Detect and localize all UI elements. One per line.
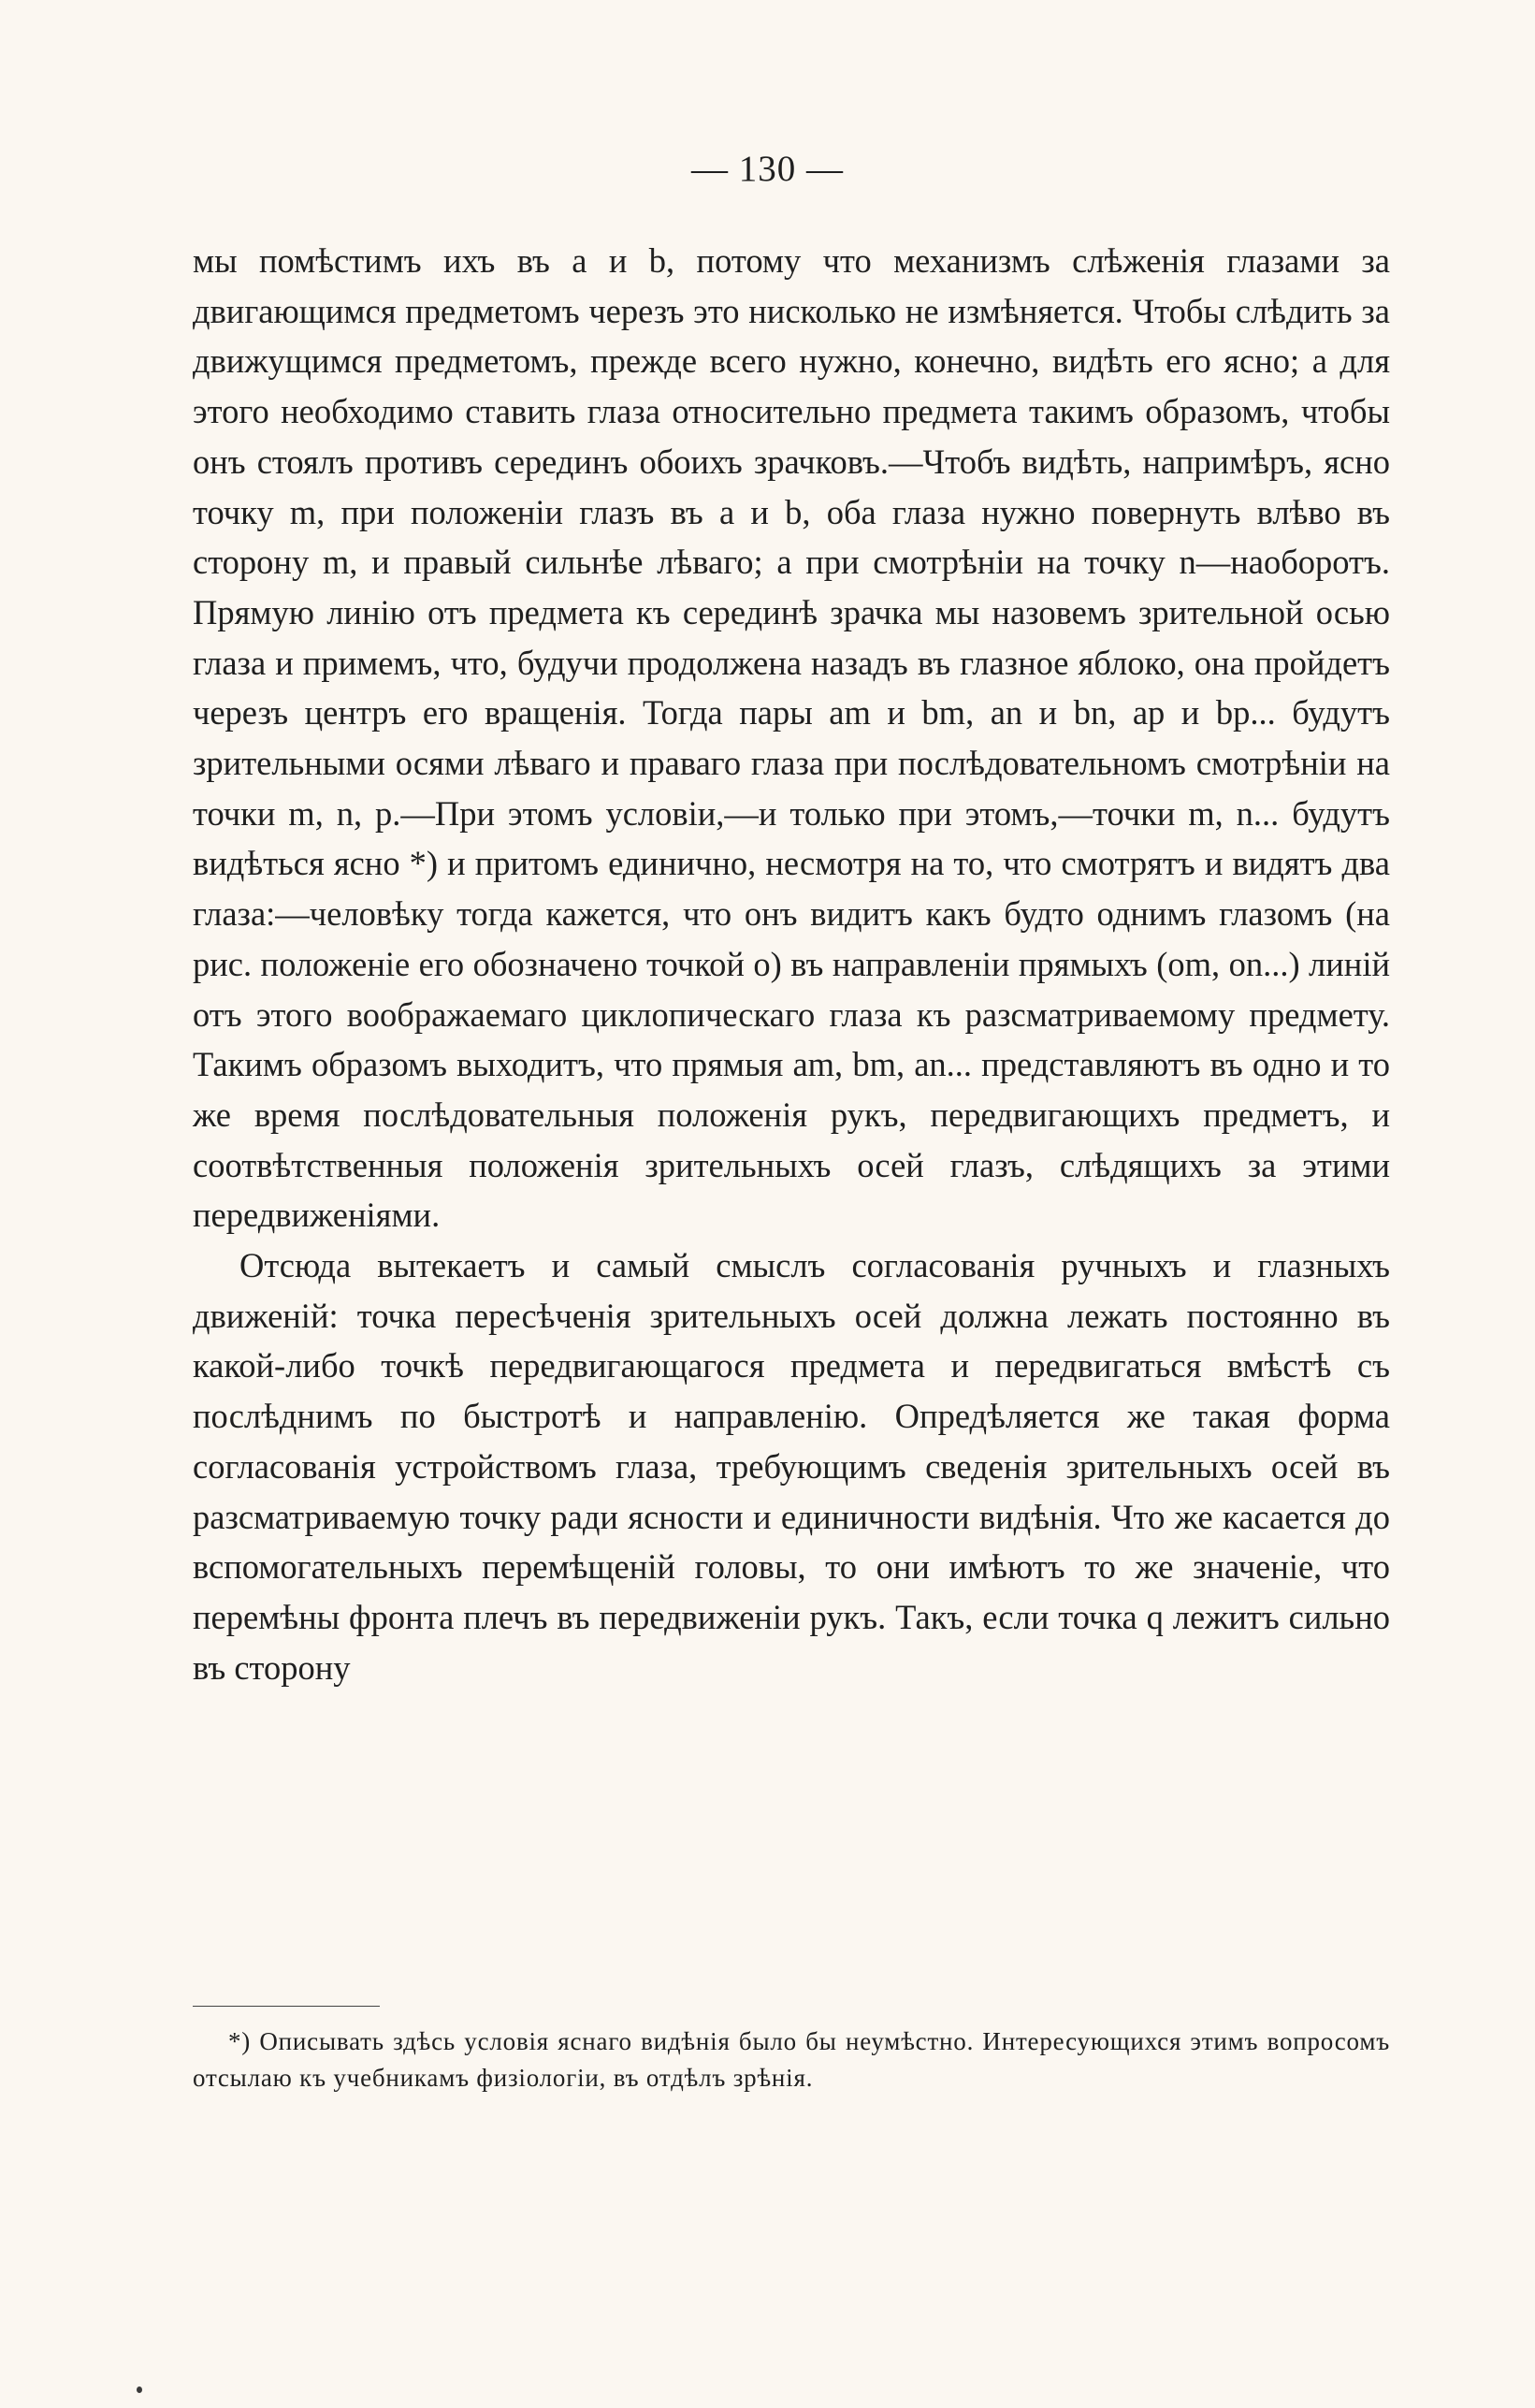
page-number: — 130 — <box>691 149 844 189</box>
ink-speck <box>137 2386 142 2393</box>
paragraph-2: Отсюда вытекаетъ и самый смыслъ согласованія ручныхъ и глазныхъ движеній: точка пересѣченія зрительныхъ осей должна лежать постоянно въ какой-либо точкѣ передвигающагося предмета и передвигаться вмѣстѣ съ послѣднимъ по быстротѣ и направленію. Опредѣляется же такая форма согласованія устройствомъ глаза, требующимъ сведенія зрительныхъ осей въ разсматриваемую точку ради ясности и единичности видѣнія. Что же касается до вспомогательныхъ перемѣщеній головы, то они имѣютъ то же значеніе, что перемѣны фронта плечъ въ передвиженіи рукъ. Такъ, если точка q лежитъ сильно въ сторону <box>193 1246 1390 1687</box>
footnote <box>193 2024 1390 2096</box>
footnote-text: *) Описывать здѣсь условія яснаго видѣнія было бы неумѣстно. Интересующихся этимъ вопросомъ отсылаю къ учебникамъ физіологіи, въ отдѣлъ зрѣнія. <box>193 2027 1390 2092</box>
paragraph-1: мы помѣстимъ ихъ въ a и b, потому что механизмъ слѣженія глазами за двигающимся предметомъ черезъ это нисколько не измѣняется. Чтобы слѣдить за движущимся предметомъ, прежде всего нужно, конечно, видѣть его ясно; а для этого необходимо ставить глаза относительно предмета такимъ образомъ, чтобы онъ стоялъ противъ серединъ обоихъ зрачковъ.—Чтобъ видѣть, напримѣръ, ясно точку m, при положеніи глазъ въ a и b, оба глаза нужно повернуть влѣво въ сторону m, и правый сильнѣе лѣваго; а при смотрѣніи на точку n—наоборотъ. Прямую линію отъ предмета къ серединѣ зрачка мы назовемъ зрительной осью глаза и примемъ, что, будучи продолжена назадъ въ глазное яблоко, она пройдетъ черезъ центръ его вращенія. Тогда пары am и bm, an и bn, ap и bp... будутъ зрительными осями лѣваго и праваго глаза при послѣдовательномъ смотрѣніи на точки m, n, p.—При этомъ условіи,—и только при этомъ,—точки m, n... будутъ видѣться ясно *) и притомъ единично, несмотря на то, что смотрятъ и видятъ два глаза:—человѣку тогда кажется, что онъ видитъ какъ будто однимъ глазомъ (на рис. положеніе его обозначено точкой o) въ направленіи прямыхъ (om, on...) линій отъ этого воображаемаго циклопическаго глаза къ разсматриваемому предмету. Такимъ образомъ выходитъ, что прямыя am, bm, an... представляютъ въ одно и то же время послѣдовательныя положенія рукъ, передвигающихъ предметъ, и соотвѣтственныя положенія зрительныхъ осей глазъ, слѣдящихъ за этими передвиженіями. <box>193 241 1390 1235</box>
footnote-divider <box>193 2006 380 2007</box>
main-text <box>193 236 1390 1692</box>
